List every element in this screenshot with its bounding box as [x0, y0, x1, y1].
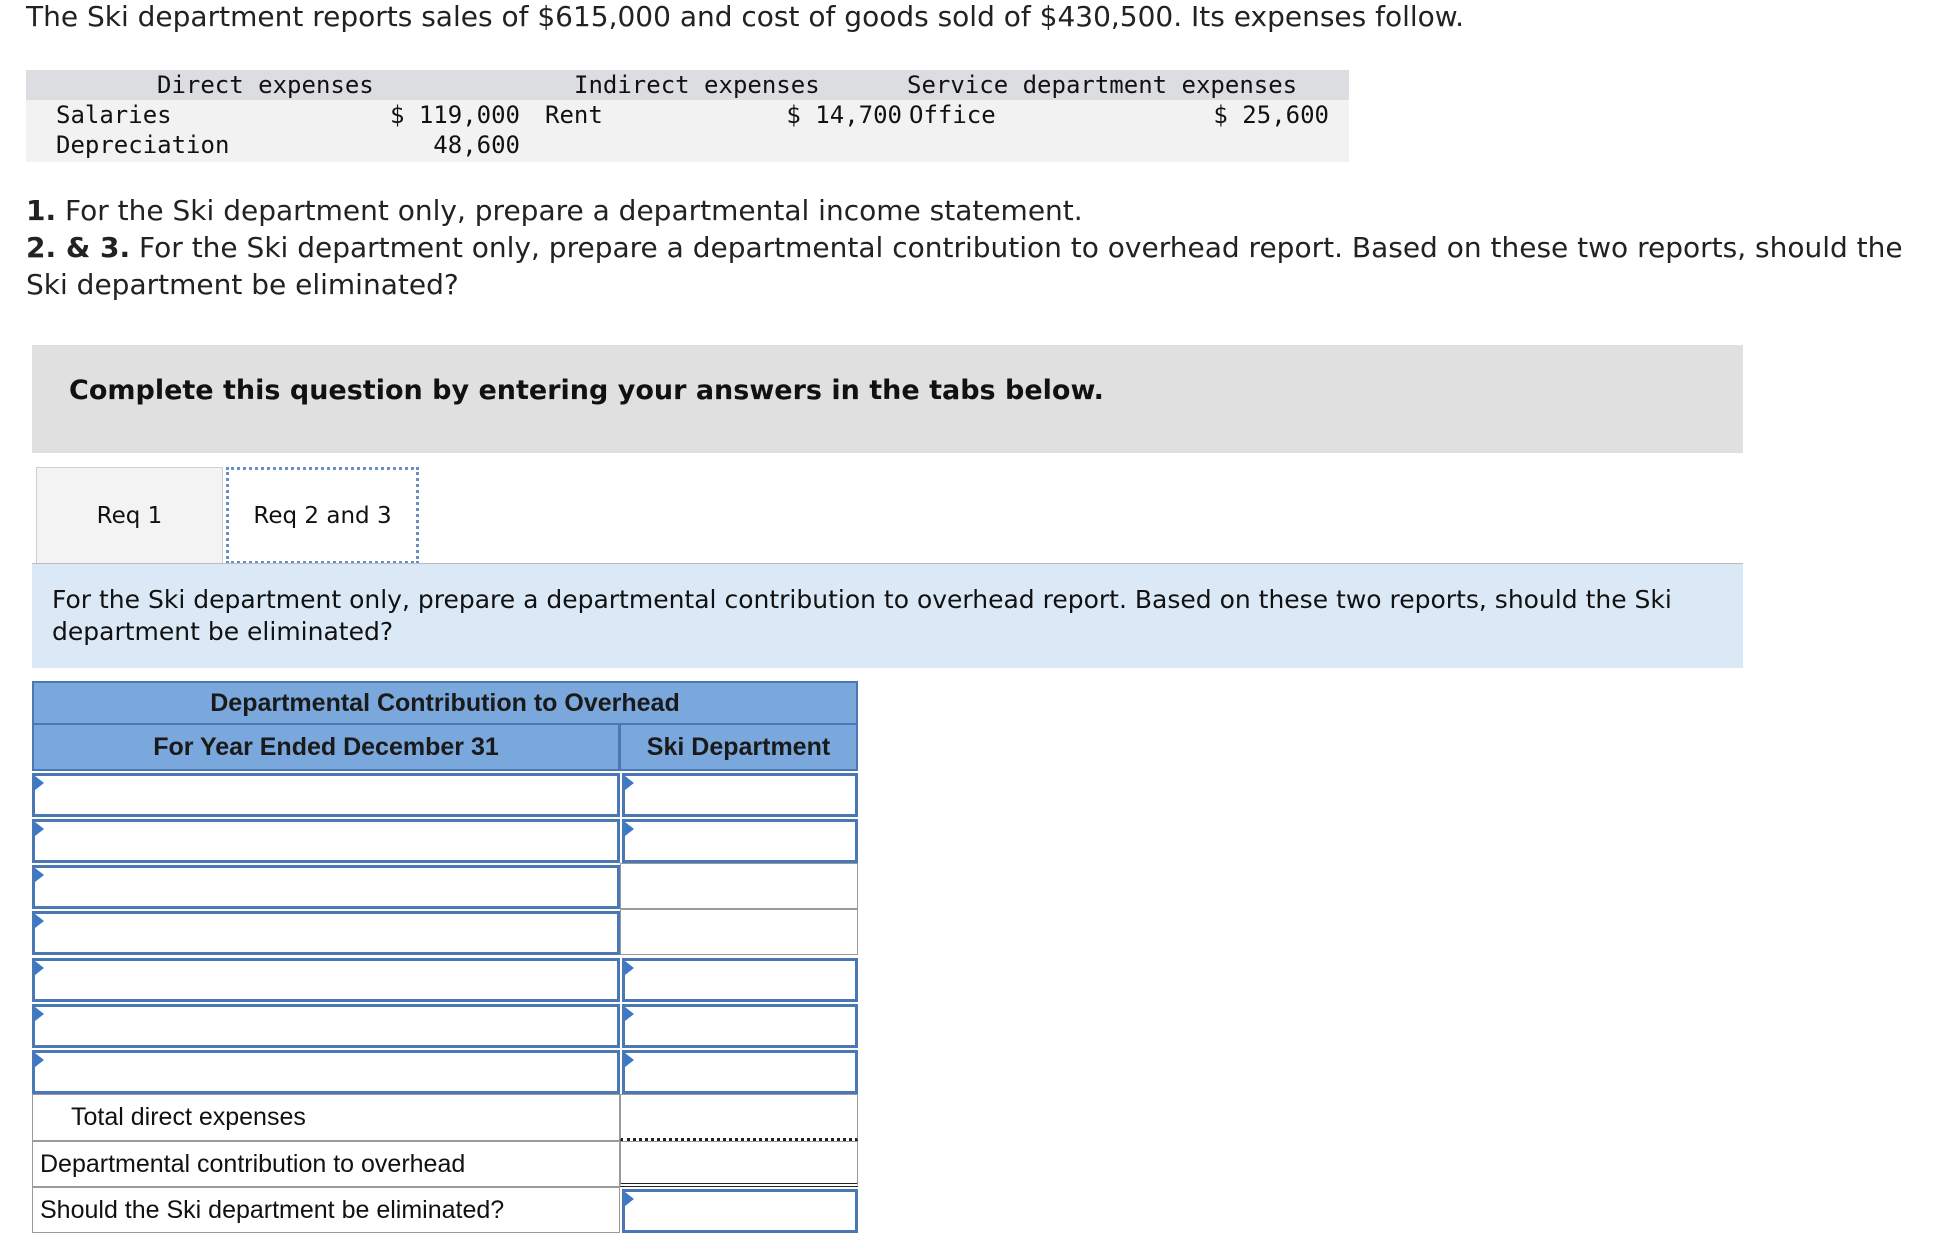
rent-label: Rent — [545, 101, 603, 129]
indirect-expenses-header: Indirect expenses — [574, 71, 820, 99]
dropdown-marker-icon — [35, 1007, 44, 1021]
dropdown-marker-icon — [625, 822, 634, 836]
line-item-amount-cell — [620, 909, 858, 955]
dropdown-marker-icon — [35, 961, 44, 975]
line-item-label-input[interactable] — [32, 865, 620, 909]
line-item-amount-input[interactable] — [622, 819, 858, 863]
rent-value: $ 14,700 — [786, 101, 902, 129]
line-item-label-input[interactable] — [32, 911, 620, 955]
banner-text: Complete this question by entering your answers in the tabs below. — [69, 375, 1104, 406]
worksheet-title: Departmental Contribution to Overhead — [32, 681, 858, 725]
dropdown-marker-icon — [625, 1053, 634, 1067]
worksheet-period: For Year Ended December 31 — [32, 725, 620, 771]
direct-expenses-header: Direct expenses — [157, 71, 374, 99]
question-text: For the Ski department only, prepare a departmental contribution to overhead report. Based on these two reports, should the Ski department be eliminated? — [52, 585, 1672, 646]
instruction-banner — [32, 345, 1743, 453]
line-item-amount-input[interactable] — [622, 958, 858, 1002]
office-label: Office — [909, 101, 996, 129]
line-item-amount-input[interactable] — [622, 1004, 858, 1048]
instruction-1-text: For the Ski department only, prepare a departmental income statement. — [56, 194, 1083, 227]
instruction-2-3-number: 2. & 3. — [26, 231, 131, 264]
total-direct-expenses-amount[interactable] — [620, 1094, 858, 1141]
depreciation-label: Depreciation — [56, 131, 230, 159]
expense-table — [26, 70, 1349, 162]
instruction-2-3 — [26, 229, 1906, 303]
total-direct-expenses-label: Total direct expenses — [71, 1103, 306, 1131]
tab-req-1[interactable] — [36, 467, 223, 563]
line-item-amount-cell — [620, 863, 858, 909]
eliminate-answer-select[interactable] — [622, 1189, 858, 1233]
line-item-label-input[interactable] — [32, 958, 620, 1002]
total-direct-expenses-row — [32, 1094, 620, 1141]
tab-req-1-label: Req 1 — [96, 502, 163, 529]
instruction-2-3-text: For the Ski department only, prepare a departmental contribution to overhead report. Based on these two reports, should the Ski department be eliminated? — [26, 231, 1903, 301]
salaries-label: Salaries — [56, 101, 172, 129]
instructions — [26, 192, 1906, 303]
eliminate-question-label: Should the Ski department be eliminated? — [40, 1196, 505, 1224]
instruction-1 — [26, 192, 1906, 229]
contribution-label: Departmental contribution to overhead — [40, 1150, 466, 1178]
dropdown-marker-icon — [35, 914, 44, 928]
dropdown-marker-icon — [625, 1192, 634, 1206]
dropdown-marker-icon — [35, 1053, 44, 1067]
problem-intro: The Ski department reports sales of $615,000 and cost of goods sold of $430,500. Its expenses follow. — [26, 0, 1465, 33]
dropdown-marker-icon — [625, 776, 634, 790]
dropdown-marker-icon — [35, 776, 44, 790]
tab-req-2-and-3-label: Req 2 and 3 — [253, 502, 392, 529]
worksheet-column-header: Ski Department — [620, 725, 858, 771]
eliminate-question-row — [32, 1187, 620, 1233]
dropdown-marker-icon — [625, 961, 634, 975]
depreciation-value: 48,600 — [433, 131, 520, 159]
line-item-amount-input[interactable] — [622, 773, 858, 817]
line-item-amount-input[interactable] — [622, 1050, 858, 1094]
line-item-label-input[interactable] — [32, 819, 620, 863]
dropdown-marker-icon — [35, 868, 44, 882]
contribution-amount[interactable] — [620, 1141, 858, 1187]
office-value: $ 25,600 — [1213, 101, 1329, 129]
line-item-label-input[interactable] — [32, 1004, 620, 1048]
line-item-label-input[interactable] — [32, 773, 620, 817]
contribution-row — [32, 1141, 620, 1187]
question-panel — [32, 564, 1743, 668]
tab-req-2-and-3[interactable] — [226, 467, 419, 564]
salaries-value: $ 119,000 — [389, 101, 520, 129]
instruction-1-number: 1. — [26, 194, 57, 227]
service-expenses-header: Service department expenses — [907, 71, 1298, 99]
line-item-label-input[interactable] — [32, 1050, 620, 1094]
dropdown-marker-icon — [625, 1007, 634, 1021]
dropdown-marker-icon — [35, 822, 44, 836]
